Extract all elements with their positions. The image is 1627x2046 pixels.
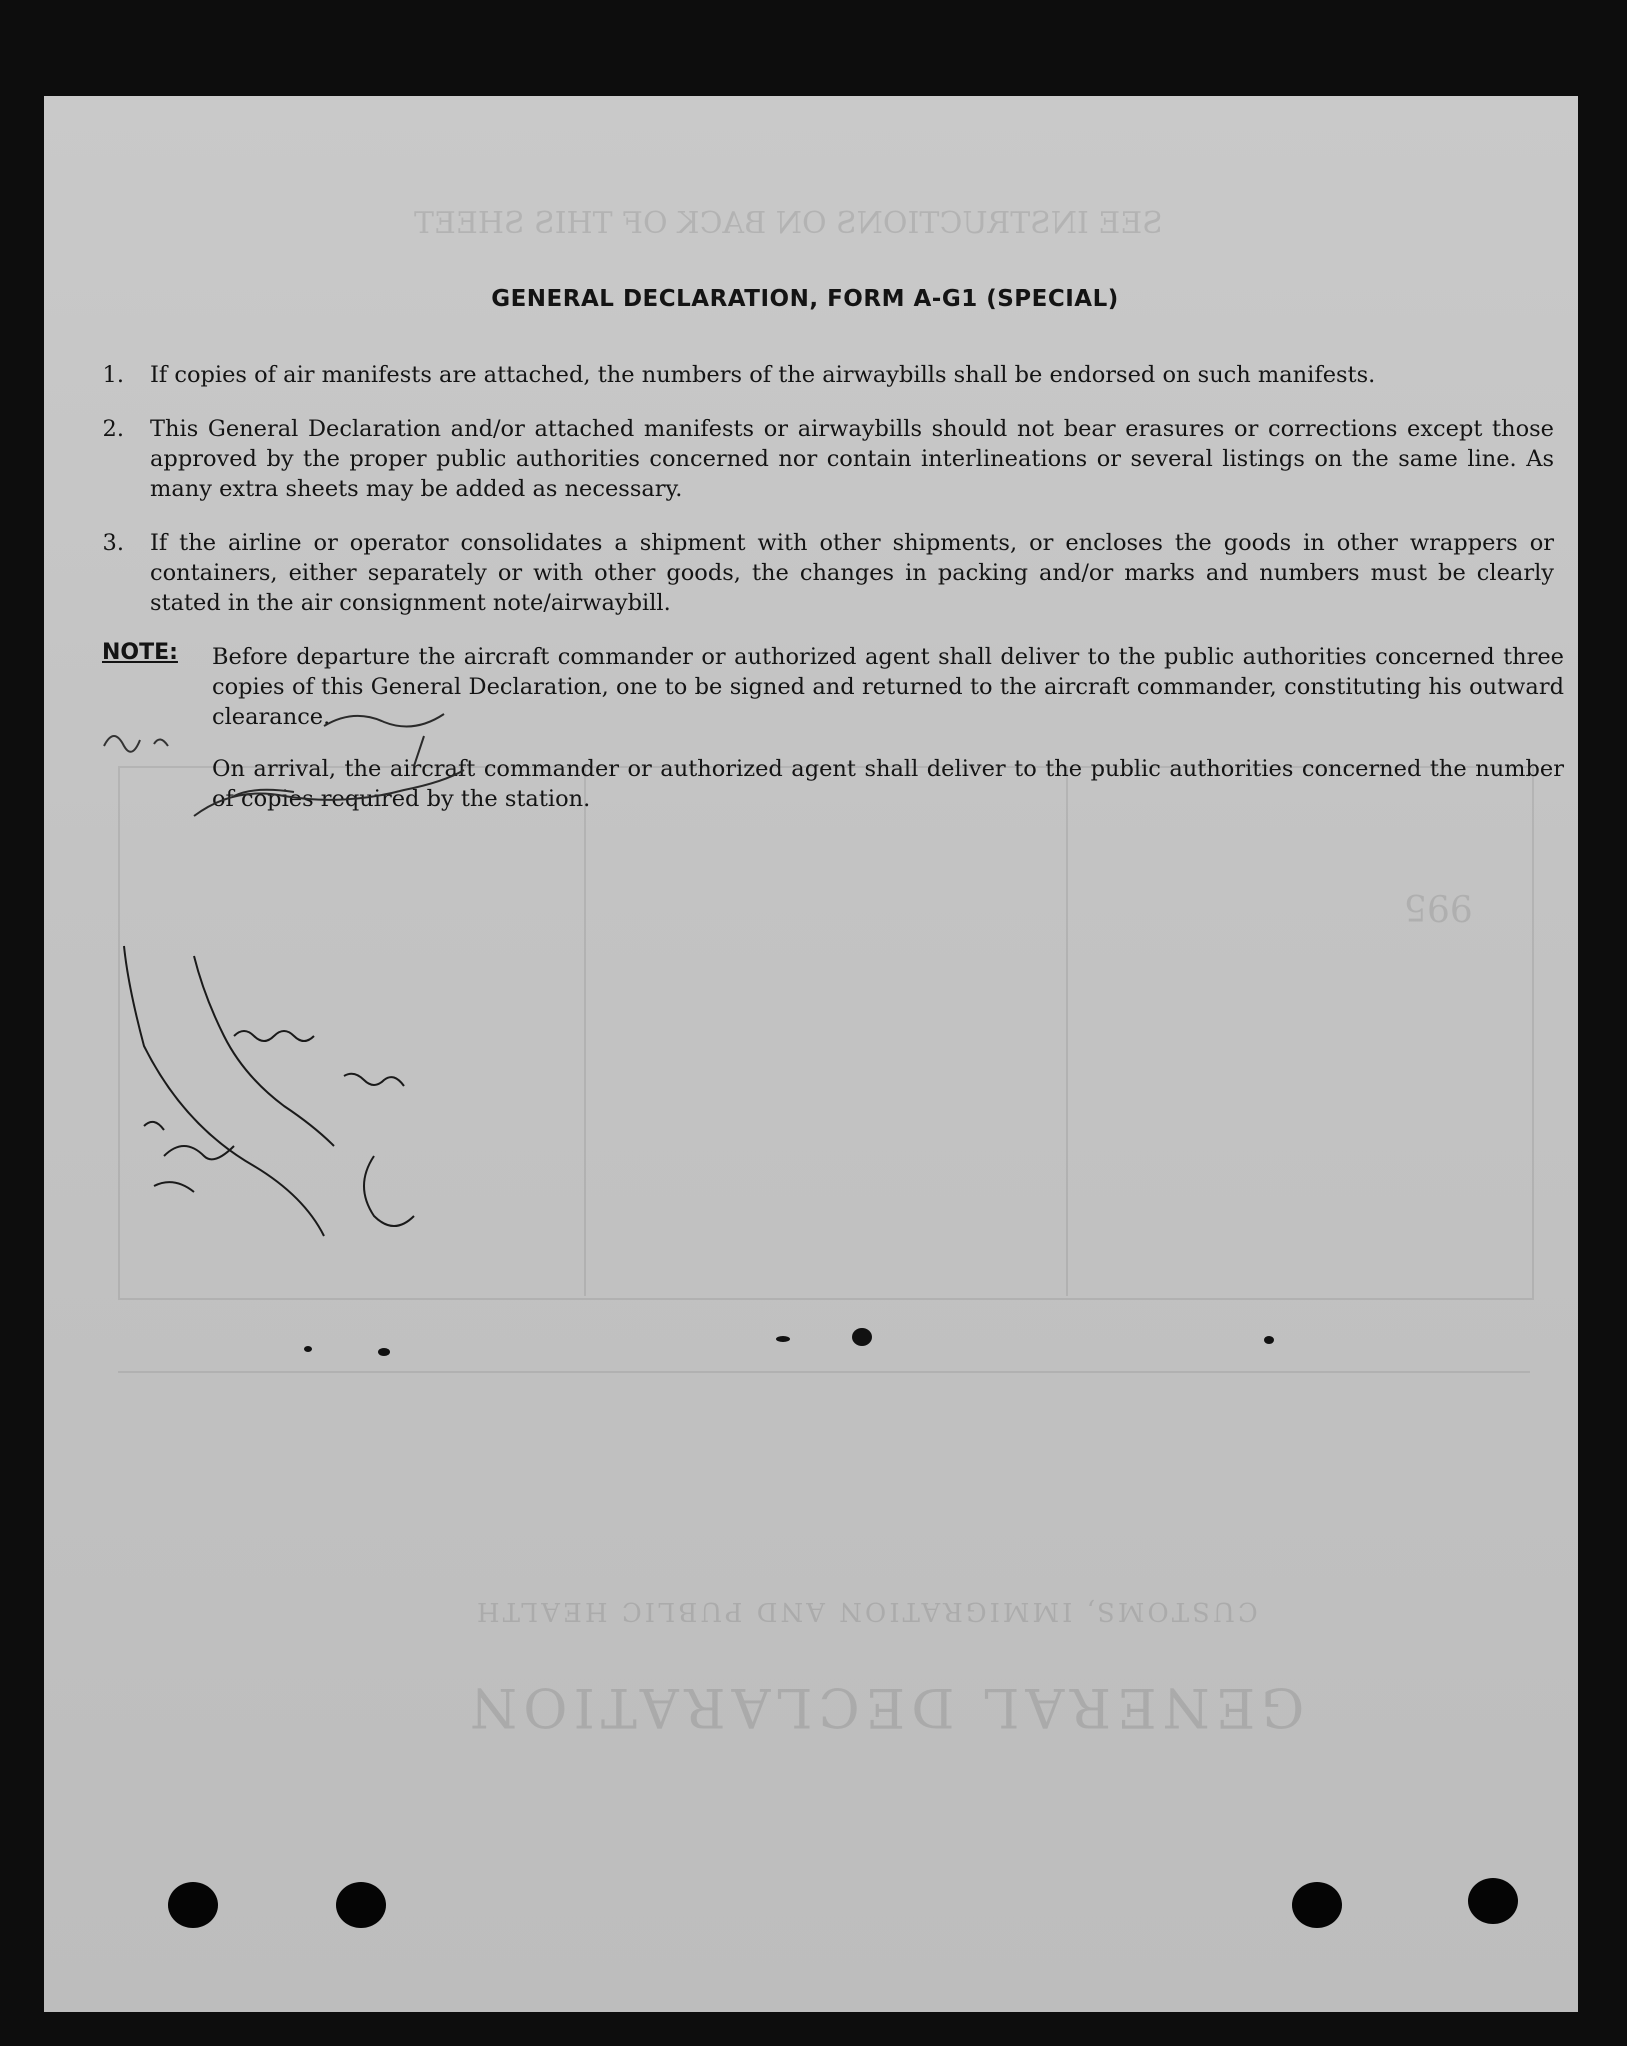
bleed-through-text: SEE INSTRUCTIONS ON BACK OF THIS SHEET [414, 206, 1163, 241]
handwritten-signature [114, 926, 514, 1246]
item-text: This General Declaration and/or attached manifests or airwaybills should not bear erasures or corrections except those approved by the proper public authorities concerned nor contain interlineations or several listings on the same line. As many extra sheets may be added as necessary. [150, 416, 1554, 502]
punch-hole [1292, 1882, 1342, 1928]
item-number: 1. [102, 362, 124, 388]
punch-hole [1468, 1878, 1518, 1924]
bleed-through-line [118, 1371, 1530, 1373]
document-page [44, 96, 1578, 2012]
item-text: If the airline or operator consolidates a shipment with other shipments, or encloses the goods in other wrappers or containers, either separately or with other goods, the changes in packing and/or marks and numbers must be clearly stated in the air consignment note/airwaybill. [150, 530, 1554, 616]
note-paragraph-departure: Before departure the aircraft commander or authorized agent shall deliver to the public authorities concerned three copies of this General Declaration, one to be signed and returned to the aircraft commander, constituting his outward clearance. [212, 644, 1564, 730]
ink-spot [1264, 1336, 1274, 1344]
ink-spot [378, 1348, 390, 1356]
punch-hole [168, 1882, 218, 1928]
punch-hole [336, 1882, 386, 1928]
bleed-through-text: GENERAL DECLARATION [464, 1676, 1305, 1739]
ink-spot [304, 1346, 312, 1352]
note-label: NOTE: [102, 640, 178, 665]
bleed-through-text: 995 [1404, 886, 1473, 927]
item-text: If copies of air manifests are attached, the numbers of the airwaybills shall be endorsed on such manifests. [150, 362, 1376, 388]
bleed-through-line [584, 766, 586, 1296]
item-number: 2. [102, 416, 124, 442]
item-number: 3. [102, 530, 124, 556]
bleed-through-text: CUSTOMS, IMMIGRATION AND PUBLIC HEALTH [474, 1596, 1258, 1626]
ink-spot [852, 1328, 872, 1346]
page-title: GENERAL DECLARATION, FORM A-G1 (SPECIAL) [491, 286, 1119, 312]
bleed-through-line [1066, 766, 1068, 1296]
ink-spot [776, 1336, 790, 1342]
note-paragraph-arrival: On arrival, the aircraft commander or authorized agent shall deliver to the public authorities concerned the number of copies required by the station. [212, 756, 1564, 812]
pencil-scribble [64, 666, 964, 826]
